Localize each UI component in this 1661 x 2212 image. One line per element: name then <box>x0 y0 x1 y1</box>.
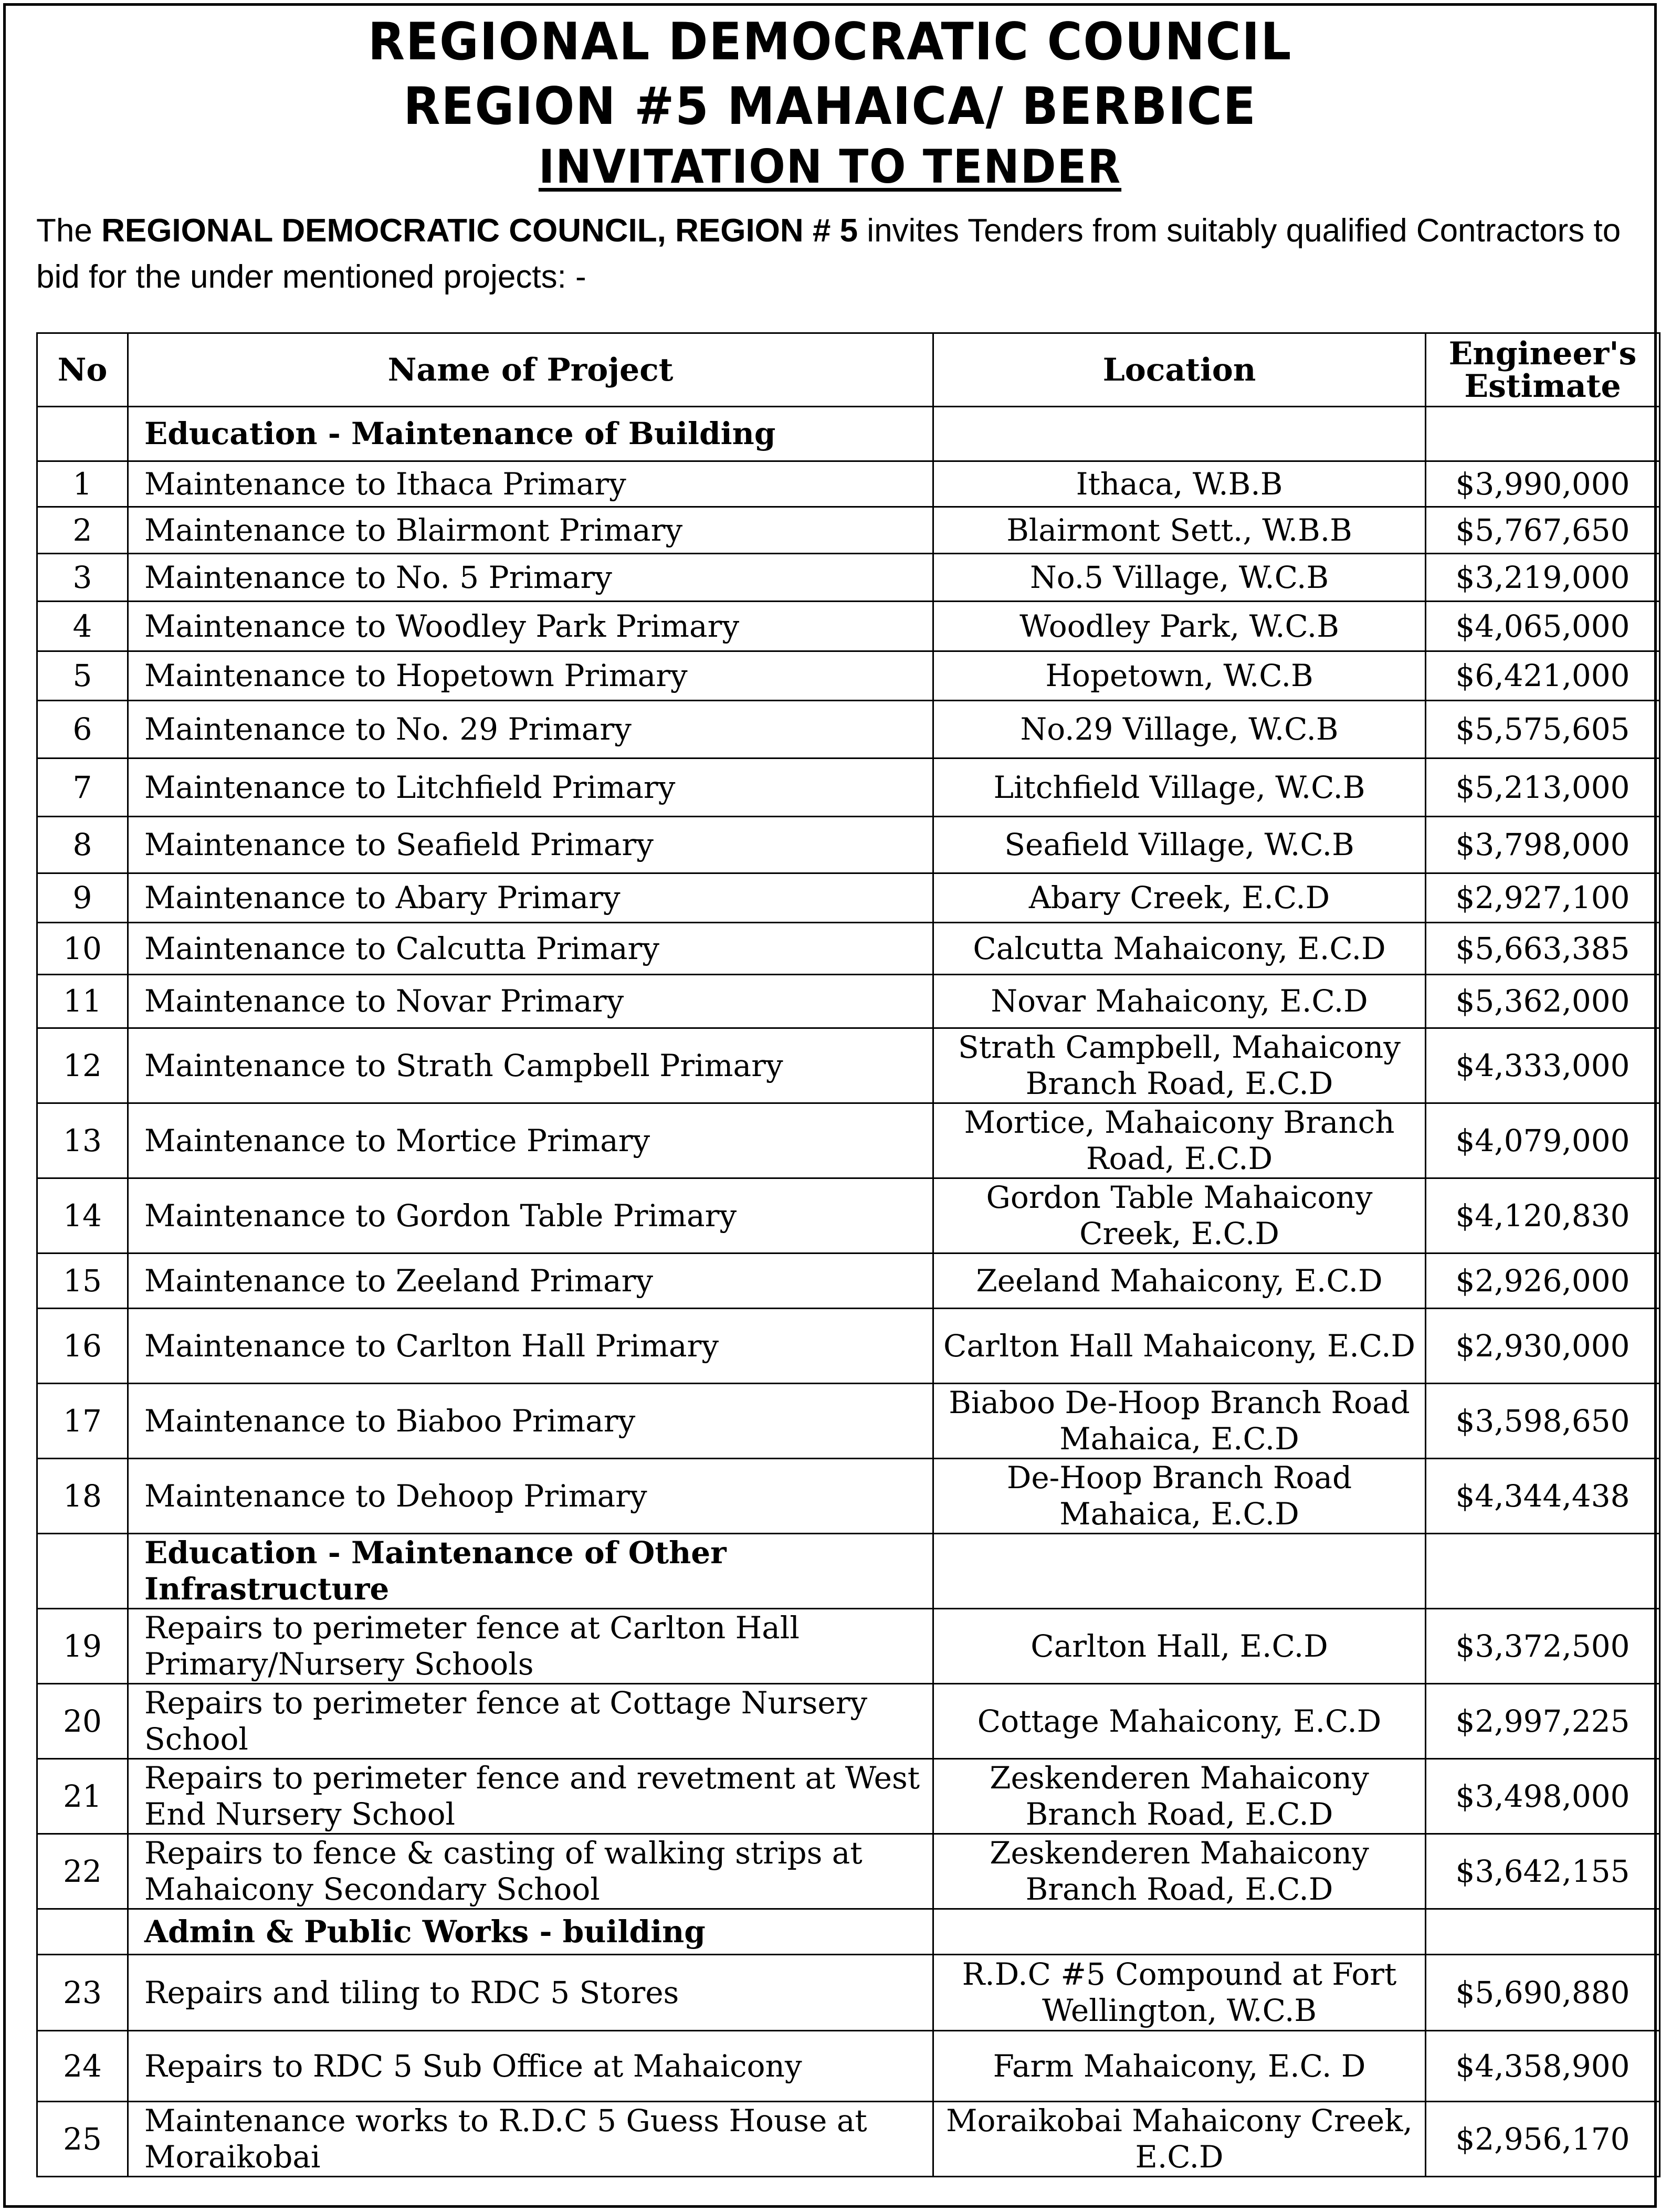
project-location: Ithaca, W.B.B <box>933 461 1426 507</box>
project-estimate: $5,213,000 <box>1426 759 1660 817</box>
project-location: Litchfield Village, W.C.B <box>933 759 1426 817</box>
project-location: No.5 Village, W.C.B <box>933 554 1426 602</box>
project-name: Maintenance to Seafield Primary <box>128 817 933 873</box>
project-name: Repairs and tiling to RDC 5 Stores <box>128 1955 933 2031</box>
project-location: R.D.C #5 Compound at Fort Wellington, W.C.B <box>933 1955 1426 2031</box>
project-name: Maintenance to Zeeland Primary <box>128 1254 933 1309</box>
council-title: REGIONAL DEMOCRATIC COUNCIL <box>367 12 1292 72</box>
project-number: 9 <box>37 873 128 923</box>
project-location: Abary Creek, E.C.D <box>933 873 1426 923</box>
project-estimate: $2,930,000 <box>1426 1309 1660 1384</box>
project-name: Maintenance to Abary Primary <box>128 873 933 923</box>
column-header-estimate: Engineer's Estimate <box>1426 333 1660 407</box>
projects-table <box>36 332 1660 2177</box>
project-estimate: $2,927,100 <box>1426 873 1660 923</box>
project-row <box>37 1178 1660 1254</box>
project-row <box>37 1834 1660 1909</box>
project-name: Repairs to perimeter fence and revetment at West End Nursery School <box>128 1759 933 1834</box>
project-row <box>37 873 1660 923</box>
project-estimate: $4,120,830 <box>1426 1178 1660 1254</box>
project-name: Repairs to perimeter fence at Carlton Hall Primary/Nursery Schools <box>128 1609 933 1684</box>
project-estimate: $2,956,170 <box>1426 2102 1660 2177</box>
project-name: Maintenance to Strath Campbell Primary <box>128 1028 933 1103</box>
project-estimate: $4,358,900 <box>1426 2031 1660 2102</box>
project-estimate: $3,219,000 <box>1426 554 1660 602</box>
project-number: 8 <box>37 817 128 873</box>
project-row <box>37 817 1660 873</box>
section-title: Education - Maintenance of Building <box>128 407 933 461</box>
project-location: Strath Campbell, Mahaicony Branch Road, E.C.D <box>933 1028 1426 1103</box>
project-name: Repairs to RDC 5 Sub Office at Mahaicony <box>128 2031 933 2102</box>
section-row <box>37 1909 1660 1955</box>
section-estimate-cell <box>1426 1909 1660 1955</box>
project-estimate: $5,575,605 <box>1426 701 1660 759</box>
project-row <box>37 759 1660 817</box>
project-estimate: $3,498,000 <box>1426 1759 1660 1834</box>
project-row <box>37 507 1660 554</box>
project-row <box>37 461 1660 507</box>
section-location-cell <box>933 1534 1426 1609</box>
project-estimate: $4,079,000 <box>1426 1103 1660 1178</box>
section-estimate-cell <box>1426 1534 1660 1609</box>
project-number: 4 <box>37 602 128 651</box>
project-number: 10 <box>37 923 128 975</box>
project-location: Moraikobai Mahaicony Creek, E.C.D <box>933 2102 1426 2177</box>
section-title: Education - Maintenance of Other Infrastructure <box>128 1534 933 1609</box>
project-name: Maintenance to Woodley Park Primary <box>128 602 933 651</box>
project-location: De-Hoop Branch Road Mahaica, E.C.D <box>933 1459 1426 1534</box>
tender-notice <box>3 3 1657 2208</box>
project-estimate: $2,926,000 <box>1426 1254 1660 1309</box>
section-no-cell <box>37 407 128 461</box>
project-location: Hopetown, W.C.B <box>933 651 1426 701</box>
intro-prefix: The <box>36 213 102 249</box>
project-row <box>37 923 1660 975</box>
project-name: Maintenance to Dehoop Primary <box>128 1459 933 1534</box>
project-number: 25 <box>37 2102 128 2177</box>
project-name: Maintenance to Calcutta Primary <box>128 923 933 975</box>
project-number: 13 <box>37 1103 128 1178</box>
project-estimate: $3,990,000 <box>1426 461 1660 507</box>
project-row <box>37 701 1660 759</box>
project-estimate: $5,767,650 <box>1426 507 1660 554</box>
project-name: Maintenance to Carlton Hall Primary <box>128 1309 933 1384</box>
project-number: 11 <box>37 975 128 1028</box>
project-row <box>37 1459 1660 1534</box>
project-name: Maintenance to Ithaca Primary <box>128 461 933 507</box>
project-number: 20 <box>37 1684 128 1759</box>
section-row <box>37 1534 1660 1609</box>
region-title: REGION #5 MAHAICA/ BERBICE <box>403 77 1257 136</box>
project-row <box>37 651 1660 701</box>
project-estimate: $4,333,000 <box>1426 1028 1660 1103</box>
section-title: Admin & Public Works - building <box>128 1909 933 1955</box>
project-location: Mortice, Mahaicony Branch Road, E.C.D <box>933 1103 1426 1178</box>
column-header-no: No <box>37 333 128 407</box>
section-estimate-cell <box>1426 407 1660 461</box>
project-number: 6 <box>37 701 128 759</box>
project-row <box>37 1759 1660 1834</box>
project-estimate: $5,663,385 <box>1426 923 1660 975</box>
project-row <box>37 1609 1660 1684</box>
notice-heading: INVITATION TO TENDER <box>538 140 1122 194</box>
project-name: Maintenance to Hopetown Primary <box>128 651 933 701</box>
project-row <box>37 1254 1660 1309</box>
project-row <box>37 1955 1660 2031</box>
project-location: Calcutta Mahaicony, E.C.D <box>933 923 1426 975</box>
project-number: 24 <box>37 2031 128 2102</box>
project-estimate: $5,362,000 <box>1426 975 1660 1028</box>
project-location: Zeskenderen Mahaicony Branch Road, E.C.D <box>933 1759 1426 1834</box>
project-number: 17 <box>37 1384 128 1459</box>
project-estimate: $3,642,155 <box>1426 1834 1660 1909</box>
project-estimate: $2,997,225 <box>1426 1684 1660 1759</box>
table-header-row <box>37 333 1660 407</box>
project-number: 5 <box>37 651 128 701</box>
project-estimate: $3,798,000 <box>1426 817 1660 873</box>
project-location: Farm Mahaicony, E.C. D <box>933 2031 1426 2102</box>
project-estimate: $4,344,438 <box>1426 1459 1660 1534</box>
section-no-cell <box>37 1909 128 1955</box>
project-name: Maintenance to Mortice Primary <box>128 1103 933 1178</box>
project-name: Repairs to fence & casting of walking strips at Mahaicony Secondary School <box>128 1834 933 1909</box>
project-number: 21 <box>37 1759 128 1834</box>
project-row <box>37 1384 1660 1459</box>
project-name: Maintenance to Novar Primary <box>128 975 933 1028</box>
project-number: 18 <box>37 1459 128 1534</box>
project-row <box>37 2031 1660 2102</box>
intro-suffix: invites Tenders from suitably qualified Contractors to bid for the under mentioned projects: - <box>36 213 1621 295</box>
project-name: Maintenance to Gordon Table Primary <box>128 1178 933 1254</box>
column-header-project: Name of Project <box>128 333 933 407</box>
project-name: Repairs to perimeter fence at Cottage Nursery School <box>128 1684 933 1759</box>
project-location: Gordon Table Mahaicony Creek, E.C.D <box>933 1178 1426 1254</box>
project-name: Maintenance to No. 29 Primary <box>128 701 933 759</box>
project-row <box>37 1028 1660 1103</box>
section-location-cell <box>933 407 1426 461</box>
project-location: Biaboo De-Hoop Branch Road Mahaica, E.C.D <box>933 1384 1426 1459</box>
project-location: Zeskenderen Mahaicony Branch Road, E.C.D <box>933 1834 1426 1909</box>
project-number: 22 <box>37 1834 128 1909</box>
project-number: 16 <box>37 1309 128 1384</box>
project-number: 14 <box>37 1178 128 1254</box>
project-location: Carlton Hall, E.C.D <box>933 1609 1426 1684</box>
section-row <box>37 407 1660 461</box>
project-number: 3 <box>37 554 128 602</box>
project-name: Maintenance to Blairmont Primary <box>128 507 933 554</box>
project-number: 2 <box>37 507 128 554</box>
project-number: 12 <box>37 1028 128 1103</box>
project-row <box>37 1684 1660 1759</box>
intro-paragraph <box>36 208 1632 300</box>
project-location: Seafield Village, W.C.B <box>933 817 1426 873</box>
project-row <box>37 975 1660 1028</box>
column-header-location: Location <box>933 333 1426 407</box>
project-estimate: $6,421,000 <box>1426 651 1660 701</box>
project-number: 23 <box>37 1955 128 2031</box>
project-row <box>37 2102 1660 2177</box>
section-location-cell <box>933 1909 1426 1955</box>
project-estimate: $4,065,000 <box>1426 602 1660 651</box>
project-location: Zeeland Mahaicony, E.C.D <box>933 1254 1426 1309</box>
project-name: Maintenance works to R.D.C 5 Guess House at Moraikobai <box>128 2102 933 2177</box>
project-number: 7 <box>37 759 128 817</box>
section-no-cell <box>37 1534 128 1609</box>
project-row <box>37 602 1660 651</box>
project-estimate: $3,598,650 <box>1426 1384 1660 1459</box>
project-row <box>37 1309 1660 1384</box>
project-name: Maintenance to Litchfield Primary <box>128 759 933 817</box>
project-number: 15 <box>37 1254 128 1309</box>
project-location: Cottage Mahaicony, E.C.D <box>933 1684 1426 1759</box>
project-location: Novar Mahaicony, E.C.D <box>933 975 1426 1028</box>
project-location: Woodley Park, W.C.B <box>933 602 1426 651</box>
project-location: Carlton Hall Mahaicony, E.C.D <box>933 1309 1426 1384</box>
project-estimate: $3,372,500 <box>1426 1609 1660 1684</box>
project-location: No.29 Village, W.C.B <box>933 701 1426 759</box>
project-estimate: $5,690,880 <box>1426 1955 1660 2031</box>
project-number: 19 <box>37 1609 128 1684</box>
project-name: Maintenance to No. 5 Primary <box>128 554 933 602</box>
table-body <box>37 407 1660 2177</box>
project-number: 1 <box>37 461 128 507</box>
project-location: Blairmont Sett., W.B.B <box>933 507 1426 554</box>
project-row <box>37 1103 1660 1178</box>
project-row <box>37 554 1660 602</box>
project-name: Maintenance to Biaboo Primary <box>128 1384 933 1459</box>
intro-council-name: REGIONAL DEMOCRATIC COUNCIL, REGION # 5 <box>101 213 858 249</box>
